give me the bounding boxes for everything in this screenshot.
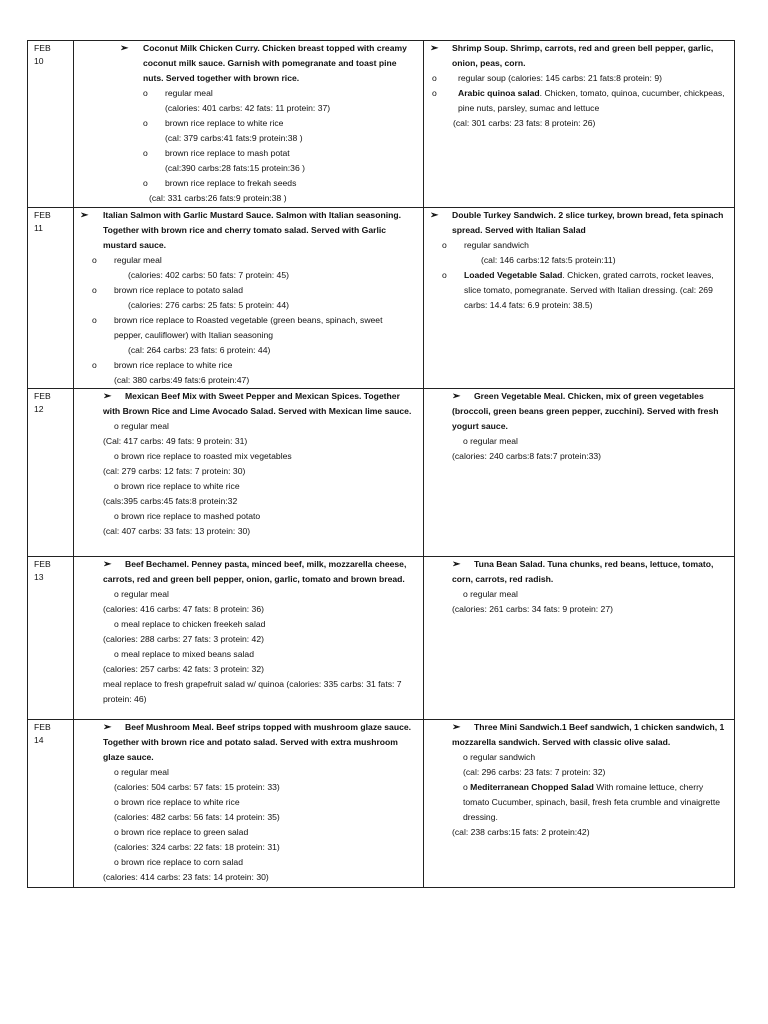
date-month: FEB — [34, 210, 51, 220]
nutrition-line: (calories: 288 carbs: 27 fats: 3 protein: 42) — [103, 634, 264, 644]
table-row — [28, 557, 735, 720]
date-cell — [28, 720, 74, 888]
nutrition-line: (calories: 401 carbs: 42 fats: 11 protein: 37) — [165, 103, 331, 113]
nutrition-line: (calories: 482 carbs: 56 fats: 14 protein: 35) — [114, 812, 280, 822]
option-line: o regular sandwich — [424, 238, 734, 253]
date-day: 12 — [34, 404, 44, 414]
meal-title: ➢ Shrimp Soup. Shrimp, carrots, red and green bell pepper, garlic, onion, peas, corn. — [430, 43, 714, 68]
table-row — [28, 389, 735, 557]
arrow-bullet-icon: ➢ — [430, 210, 439, 221]
circle-bullet-icon: o — [92, 315, 97, 325]
meal-title: ➢ Tuna Bean Salad. Tuna chunks, red beans, lettuce, tomato, corn, carrots, red radish. — [452, 559, 714, 584]
nutrition-line: (cal: 264 carbs: 23 fats: 6 protein: 44) — [128, 345, 271, 355]
option-line: o Loaded Vegetable Salad. Chicken, grated carrots, rocket leaves, slice tomato, pomegranate. Served with Italian dressing. (cal: 269 carbs: 14.4 fats: 6.9 protein: 38.5) — [442, 270, 714, 310]
dinner-cell — [424, 557, 735, 720]
meal-title: ➢ Double Turkey Sandwich. 2 slice turkey, brown bread, feta spinach spread. Served with Italian Salad — [430, 210, 724, 235]
arrow-bullet-icon: ➢ — [430, 43, 439, 54]
nutrition-line: (cal: 407 carbs: 33 fats: 13 protein: 30) — [103, 526, 251, 536]
date-day: 11 — [34, 223, 43, 233]
option-line: o brown rice replace to white rice — [74, 116, 423, 131]
date-day: 14 — [34, 735, 44, 745]
option-line: o brown rice replace to white rice — [74, 358, 423, 373]
lunch-cell — [74, 208, 424, 389]
option-line: o brown rice replace to mash potat — [74, 146, 423, 161]
lunch-cell — [74, 720, 424, 888]
meal-title: ➢ Mexican Beef Mix with Sweet Pepper and Mexican Spices. Together with Brown Rice and Lime Avocado Salad. Served with Mexican lime sauce. — [103, 391, 412, 416]
dinner-cell — [424, 208, 735, 389]
nutrition-line: (calories: 240 carbs:8 fats:7 protein:33) — [452, 451, 602, 461]
circle-bullet-icon: o — [143, 178, 148, 188]
table-row — [28, 41, 735, 208]
dinner-cell — [424, 720, 735, 888]
circle-bullet-icon: o — [92, 285, 97, 295]
circle-bullet-icon: o — [442, 240, 447, 250]
nutrition-line: (Cal: 417 carbs: 49 fats: 9 protein: 31) — [103, 436, 248, 446]
arrow-bullet-icon: ➢ — [452, 391, 461, 402]
arrow-bullet-icon: ➢ — [120, 43, 129, 54]
option-line: o brown rice replace to corn salad — [114, 857, 243, 867]
circle-bullet-icon: o — [92, 255, 97, 265]
circle-bullet-icon: o — [92, 360, 97, 370]
option-line: o Arabic quinoa salad. Chicken, tomato, quinoa, cucumber, chickpeas, pine nuts, parsley, sumac and lettuce — [432, 88, 725, 113]
lunch-cell — [74, 557, 424, 720]
nutrition-line: (calories: 257 carbs: 42 fats: 3 protein: 32) — [103, 664, 264, 674]
nutrition-line: (calories: 261 carbs: 34 fats: 9 protein: 27) — [452, 604, 613, 614]
date-cell — [28, 208, 74, 389]
nutrition-line: (calories: 414 carbs: 23 fats: 14 protein: 30) — [103, 872, 269, 882]
option-line: o regular meal — [463, 589, 518, 599]
circle-bullet-icon: o — [143, 148, 148, 158]
nutrition-line: (cal: 238 carbs:15 fats: 2 protein:42) — [452, 827, 590, 837]
option-line: o meal replace to chicken freekeh salad — [114, 619, 266, 629]
circle-bullet-icon: o — [432, 73, 437, 83]
meal-plan-table — [27, 40, 735, 888]
arrow-bullet-icon: ➢ — [103, 559, 112, 570]
option-line: o brown rice replace to white rice — [114, 797, 240, 807]
meal-title: ➢ Italian Salmon with Garlic Mustard Sauce. Salmon with Italian seasoning. Together with brown rice and cherry tomato salad. Served with Garlic mustard sauce. — [80, 210, 401, 250]
option-line: meal replace to fresh grapefruit salad w/ quinoa (calories: 335 carbs: 31 fats: 7 protein: 46) — [103, 679, 402, 704]
option-line: o regular meal — [74, 253, 423, 268]
arrow-bullet-icon: ➢ — [103, 391, 112, 402]
nutrition-line: (cal:390 carbs:28 fats:15 protein:36 ) — [165, 163, 305, 173]
option-line: o brown rice replace to white rice — [114, 481, 240, 491]
nutrition-line: (cal: 380 carbs:49 fats:6 protein:47) — [114, 375, 250, 385]
option-line: o regular meal — [114, 589, 169, 599]
table-row — [28, 208, 735, 389]
nutrition-line: (calories: 504 carbs: 57 fats: 15 protein: 33) — [114, 782, 280, 792]
arrow-bullet-icon: ➢ — [452, 722, 461, 733]
option-line: o brown rice replace to mashed potato — [114, 511, 261, 521]
meal-title: ➢ Green Vegetable Meal. Chicken, mix of green vegetables (broccoli, green beans green pepper, zucchini). Served with fresh yogurt sauce. — [452, 391, 719, 431]
date-day: 10 — [34, 56, 44, 66]
option-line: o Mediterranean Chopped Salad With romaine lettuce, cherry tomato Cucumber, spinach, basil, fresh feta crumble and vinaigrette dressing. — [463, 782, 720, 822]
date-cell — [28, 557, 74, 720]
nutrition-line: (calories: 324 carbs: 22 fats: 18 protein: 31) — [114, 842, 280, 852]
option-line: o regular meal — [463, 436, 518, 446]
option-line: o regular sandwich — [463, 752, 536, 762]
option-line: o regular soup (calories: 145 carbs: 21 fats:8 protein: 9) — [424, 71, 734, 86]
option-line: o brown rice replace to frekah seeds — [74, 176, 423, 191]
meal-title: ➢ Beef Bechamel. Penney pasta, minced beef, milk, mozzarella cheese, carrots, red and green bell pepper, onion, garlic, tomato and brown bread. — [103, 559, 407, 584]
meal-title: ➢ Beef Mushroom Meal. Beef strips topped with mushroom glaze sauce. Together with brown rice and potato salad. Served with extra mushroom glaze sauce. — [103, 722, 412, 762]
nutrition-line: (cals:395 carbs:45 fats:8 protein:32 — [103, 496, 238, 506]
nutrition-line: (cal: 296 carbs: 23 fats: 7 protein: 32) — [463, 767, 606, 777]
option-line: o brown rice replace to roasted mix vegetables — [114, 451, 292, 461]
date-month: FEB — [34, 391, 51, 401]
option-line: o regular meal — [114, 421, 169, 431]
nutrition-line: (cal: 331 carbs:26 fats:9 protein:38 ) — [149, 193, 287, 203]
arrow-bullet-icon: ➢ — [103, 722, 112, 733]
option-line: o regular meal — [114, 767, 169, 777]
date-month: FEB — [34, 559, 51, 569]
date-month: FEB — [34, 722, 51, 732]
meal-title: ➢ Coconut Milk Chicken Curry. Chicken breast topped with creamy coconut milk sauce. Garnish with pomegranate and toast pine nuts. Served together with brown rice. — [120, 43, 407, 83]
circle-bullet-icon: o — [143, 118, 148, 128]
option-line: o brown rice replace to Roasted vegetable (green beans, spinach, sweet pepper, cauliflower) with Italian seasoning — [92, 315, 383, 340]
option-line: o brown rice replace to potato salad — [74, 283, 423, 298]
nutrition-line: (cal: 279 carbs: 12 fats: 7 protein: 30) — [103, 466, 246, 476]
circle-bullet-icon: o — [442, 270, 447, 280]
date-cell — [28, 41, 74, 208]
date-month: FEB — [34, 43, 51, 53]
lunch-cell — [74, 41, 424, 208]
lunch-cell — [74, 389, 424, 557]
date-day: 13 — [34, 572, 44, 582]
option-line: o meal replace to mixed beans salad — [114, 649, 254, 659]
meal-title: ➢ Three Mini Sandwich.1 Beef sandwich, 1 chicken sandwich, 1 mozzarella sandwich. Served with classic olive salad. — [452, 722, 725, 747]
circle-bullet-icon: o — [143, 88, 148, 98]
date-cell — [28, 389, 74, 557]
option-line: o regular meal — [74, 86, 423, 101]
option-line: o brown rice replace to green salad — [114, 827, 249, 837]
table-row — [28, 720, 735, 888]
nutrition-line: (cal: 146 carbs:12 fats:5 protein:11) — [481, 255, 616, 265]
circle-bullet-icon: o — [432, 88, 437, 98]
nutrition-line: (calories: 402 carbs: 50 fats: 7 protein: 45) — [128, 270, 289, 280]
nutrition-line: (cal: 301 carbs: 23 fats: 8 protein: 26) — [453, 118, 596, 128]
nutrition-line: (cal: 379 carbs:41 fats:9 protein:38 ) — [165, 133, 303, 143]
arrow-bullet-icon: ➢ — [80, 210, 89, 221]
dinner-cell — [424, 389, 735, 557]
nutrition-line: (calories: 416 carbs: 47 fats: 8 protein: 36) — [103, 604, 264, 614]
dinner-cell — [424, 41, 735, 208]
arrow-bullet-icon: ➢ — [452, 559, 461, 570]
nutrition-line: (calories: 276 carbs: 25 fats: 5 protein: 44) — [128, 300, 289, 310]
